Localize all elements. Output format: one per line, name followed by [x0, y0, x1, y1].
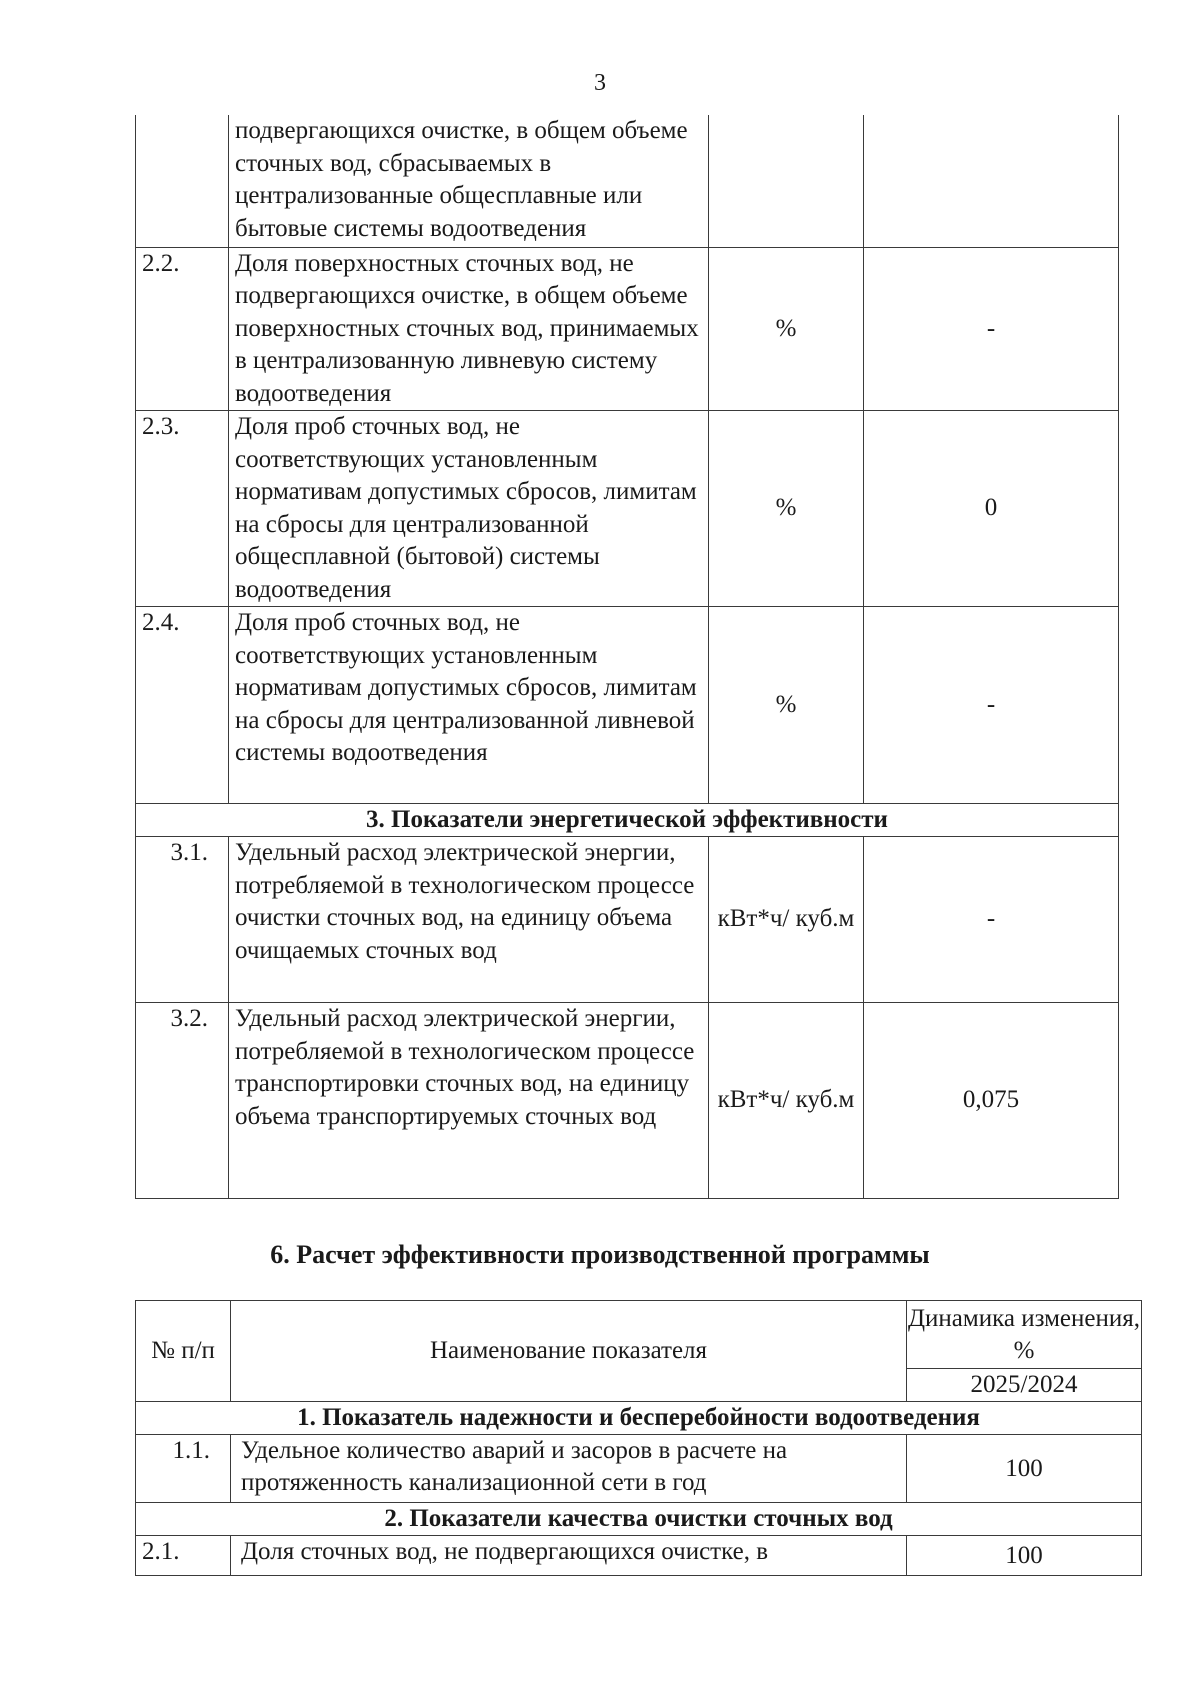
table-row — [136, 1536, 1142, 1576]
row-text: Удельный расход электрической энергии, потребляемой в технологическом процессе транспортировки сточных вод, на единицу объема транспортируемых сточных вод — [229, 1003, 709, 1199]
section-title: 3. Показатели энергетической эффективности — [136, 804, 1119, 837]
row-text: Удельное количество аварий и засоров в расчете на протяженность канализационной сети в год — [231, 1435, 907, 1503]
row-text: Доля поверхностных сточных вод, не подвергающихся очистке, в общем объеме поверхностных сточных вод, принимаемых в централизованную ливневую систему водоотведения — [229, 247, 709, 411]
header-row — [136, 1301, 1142, 1369]
row-number: 2.2. — [136, 247, 229, 411]
row-unit: кВт*ч/ куб.м — [709, 1003, 864, 1199]
row-unit: % — [709, 247, 864, 411]
row-number: 1.1. — [136, 1435, 231, 1503]
row-value: - — [864, 247, 1119, 411]
row-text: Доля проб сточных вод, не соответствующих установленным нормативам допустимых сбросов, лимитам на сбросы для централизованной ливневой системы водоотведения — [229, 607, 709, 804]
table-row — [136, 837, 1119, 1003]
table-row — [136, 247, 1119, 411]
row-number: 2.1. — [136, 1536, 231, 1576]
table-row — [136, 115, 1119, 247]
header-dynamics: Динамика изменения, % — [907, 1301, 1142, 1369]
table-row — [136, 1003, 1119, 1199]
section-row — [136, 804, 1119, 837]
row-text: Доля сточных вод, не подвергающихся очистке, в — [231, 1536, 907, 1576]
row-value: 100 — [907, 1536, 1142, 1576]
header-period: 2025/2024 — [907, 1369, 1142, 1402]
table-row — [136, 411, 1119, 607]
header-name: Наименование показателя — [231, 1301, 907, 1402]
row-value: - — [864, 607, 1119, 804]
row-value: 0 — [864, 411, 1119, 607]
row-value: 0,075 — [864, 1003, 1119, 1199]
row-number: 3.2. — [136, 1003, 229, 1199]
row-unit: кВт*ч/ куб.м — [709, 837, 864, 1003]
indicators-table — [135, 115, 1119, 1199]
page-number: 3 — [594, 70, 606, 96]
header-num: № п/п — [136, 1301, 231, 1402]
section-row — [136, 1503, 1142, 1536]
row-number: 2.4. — [136, 607, 229, 804]
row-number — [136, 115, 229, 247]
row-value: - — [864, 837, 1119, 1003]
row-number: 2.3. — [136, 411, 229, 607]
row-unit: % — [709, 411, 864, 607]
table-row — [136, 607, 1119, 804]
row-number: 3.1. — [136, 837, 229, 1003]
efficiency-table — [135, 1300, 1142, 1576]
row-text: подвергающихся очистке, в общем объеме сточных вод, сбрасываемых в централизованные общесплавные или бытовые системы водоотведения — [229, 115, 709, 247]
section-title: 2. Показатели качества очистки сточных вод — [136, 1503, 1142, 1536]
row-unit — [709, 115, 864, 247]
section-title: 1. Показатель надежности и бесперебойности водоотведения — [136, 1402, 1142, 1435]
row-value: 100 — [907, 1435, 1142, 1503]
row-text: Удельный расход электрической энергии, потребляемой в технологическом процессе очистки сточных вод, на единицу объема очищаемых сточных вод — [229, 837, 709, 1003]
section-row — [136, 1402, 1142, 1435]
section-6-heading: 6. Расчет эффективности производственной программы — [270, 1240, 930, 1269]
row-text: Доля проб сточных вод, не соответствующих установленным нормативам допустимых сбросов, лимитам на сбросы для централизованной общесплавной (бытовой) системы водоотведения — [229, 411, 709, 607]
row-value — [864, 115, 1119, 247]
row-unit: % — [709, 607, 864, 804]
table-row — [136, 1435, 1142, 1503]
